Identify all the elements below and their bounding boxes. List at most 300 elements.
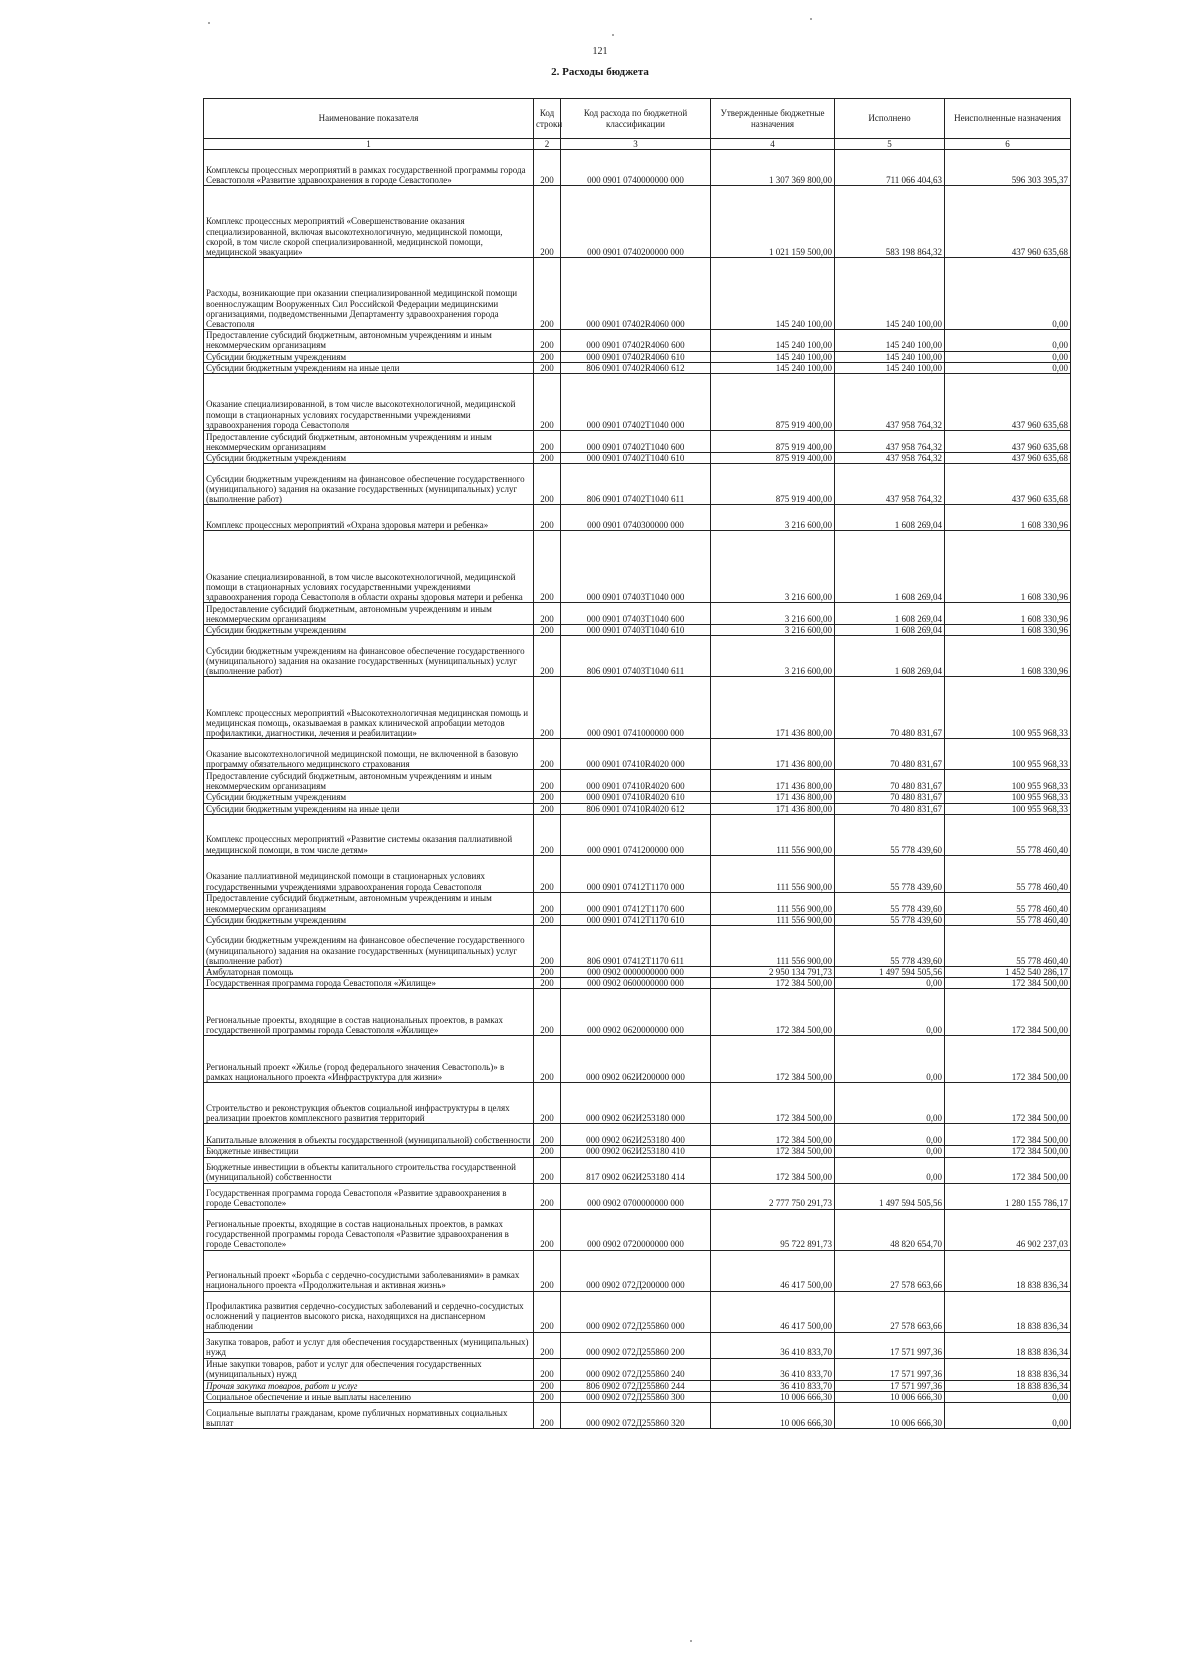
- row-code: 200: [534, 739, 561, 770]
- row-classification: 000 0902 062И253180 410: [561, 1146, 711, 1157]
- row-approved: 46 417 500,00: [711, 1250, 835, 1291]
- row-executed: 0,00: [835, 1036, 945, 1083]
- table-row: [204, 1358, 1071, 1380]
- row-code: 200: [534, 989, 561, 1036]
- row-unexecuted: 172 384 500,00: [945, 1157, 1071, 1183]
- row-classification: 000 0902 062И253180 000: [561, 1083, 711, 1124]
- row-name: Региональный проект «Борьба с сердечно-сосудистыми заболеваниями» в рамках национального проекта «Продолжительная и активная жизнь»: [204, 1250, 534, 1291]
- row-executed: 145 240 100,00: [835, 362, 945, 373]
- row-unexecuted: 172 384 500,00: [945, 1083, 1071, 1124]
- column-number-row: [204, 139, 1071, 150]
- row-code: 200: [534, 892, 561, 914]
- table-row: [204, 1157, 1071, 1183]
- row-approved: 111 556 900,00: [711, 914, 835, 925]
- table-row: [204, 1391, 1071, 1402]
- row-unexecuted: 100 955 968,33: [945, 739, 1071, 770]
- row-unexecuted: 18 838 836,34: [945, 1380, 1071, 1391]
- row-executed: 0,00: [835, 1157, 945, 1183]
- row-executed: 48 820 654,70: [835, 1209, 945, 1250]
- row-executed: 1 497 594 505,56: [835, 1183, 945, 1209]
- column-number: 4: [711, 139, 835, 150]
- row-classification: 000 0901 07402T1040 000: [561, 374, 711, 431]
- row-classification: 000 0902 072Д255860 200: [561, 1332, 711, 1358]
- row-executed: 10 006 666,30: [835, 1403, 945, 1429]
- row-classification: 000 0901 07412T1170 610: [561, 914, 711, 925]
- row-name: Субсидии бюджетным учреждениям: [204, 351, 534, 362]
- table-row: [204, 362, 1071, 373]
- row-approved: 3 216 600,00: [711, 625, 835, 636]
- row-code: 200: [534, 431, 561, 453]
- row-name: Социальные выплаты гражданам, кроме публичных нормативных социальных выплат: [204, 1403, 534, 1429]
- row-code: 200: [534, 1332, 561, 1358]
- row-classification: 806 0901 07410R4020 612: [561, 803, 711, 814]
- row-code: 200: [534, 603, 561, 625]
- row-unexecuted: 46 902 237,03: [945, 1209, 1071, 1250]
- row-name: Субсидии бюджетным учреждениям на иные цели: [204, 803, 534, 814]
- row-approved: 171 436 800,00: [711, 739, 835, 770]
- row-name: Предоставление субсидий бюджетным, автономным учреждениям и иным некоммерческим организациям: [204, 431, 534, 453]
- row-approved: 145 240 100,00: [711, 258, 835, 330]
- row-unexecuted: 1 452 540 286,17: [945, 967, 1071, 978]
- header-executed: Исполнено: [835, 99, 945, 139]
- row-classification: 000 0902 0600000000 000: [561, 978, 711, 989]
- row-code: 200: [534, 1157, 561, 1183]
- row-unexecuted: 55 778 460,40: [945, 892, 1071, 914]
- row-code: 200: [534, 1183, 561, 1209]
- row-classification: 806 0901 07403T1040 611: [561, 636, 711, 677]
- row-approved: 3 216 600,00: [711, 636, 835, 677]
- row-code: 200: [534, 1250, 561, 1291]
- row-name: Региональный проект «Жилье (город федерального значения Севастополь)» в рамках национального проекта «Инфраструктура для жизни»: [204, 1036, 534, 1083]
- table-row: [204, 1250, 1071, 1291]
- row-classification: 000 0901 07412T1170 000: [561, 855, 711, 892]
- row-name: Расходы, возникающие при оказании специализированной медицинской помощи военнослужащим Вооруженных Сил Российской Федерации медицинскими организациями, подведомственными Департаменту здравоохранения города Севастополя: [204, 258, 534, 330]
- table-row: [204, 770, 1071, 792]
- row-code: 200: [534, 330, 561, 351]
- table-row: [204, 1036, 1071, 1083]
- table-row: [204, 892, 1071, 914]
- table-row: [204, 186, 1071, 258]
- row-classification: 000 0901 0740000000 000: [561, 150, 711, 186]
- row-executed: 437 958 764,32: [835, 374, 945, 431]
- row-approved: 3 216 600,00: [711, 531, 835, 603]
- row-code: 200: [534, 967, 561, 978]
- row-name: Закупка товаров, работ и услуг для обеспечения государственных (муниципальных) нужд: [204, 1332, 534, 1358]
- row-executed: 145 240 100,00: [835, 330, 945, 351]
- row-unexecuted: 1 280 155 786,17: [945, 1183, 1071, 1209]
- row-code: 200: [534, 374, 561, 431]
- row-unexecuted: 18 838 836,34: [945, 1358, 1071, 1380]
- row-executed: 145 240 100,00: [835, 258, 945, 330]
- row-classification: 000 0901 07410R4020 600: [561, 770, 711, 792]
- row-classification: 000 0902 072Д255860 000: [561, 1291, 711, 1332]
- row-approved: 171 436 800,00: [711, 770, 835, 792]
- row-name: Иные закупки товаров, работ и услуг для обеспечения государственных (муниципальных) нужд: [204, 1358, 534, 1380]
- row-classification: 000 0902 0720000000 000: [561, 1209, 711, 1250]
- row-name: Субсидии бюджетным учреждениям на финансовое обеспечение государственного (муниципального) задания на оказание государственных (муниципальных) услуг (выполнение работ): [204, 464, 534, 505]
- row-approved: 172 384 500,00: [711, 1157, 835, 1183]
- table-row: [204, 967, 1071, 978]
- row-unexecuted: 172 384 500,00: [945, 989, 1071, 1036]
- table-row: [204, 431, 1071, 453]
- row-classification: 000 0901 0741200000 000: [561, 814, 711, 855]
- table-row: [204, 989, 1071, 1036]
- row-approved: 1 021 159 500,00: [711, 186, 835, 258]
- row-name: Профилактика развития сердечно-сосудистых заболеваний и сердечно-сосудистых осложнений у пациентов высокого риска, находящихся на диспансерном наблюдении: [204, 1291, 534, 1332]
- table-row: [204, 792, 1071, 803]
- table-row: [204, 1124, 1071, 1146]
- row-unexecuted: 100 955 968,33: [945, 677, 1071, 739]
- row-name: Капитальные вложения в объекты государственной (муниципальной) собственности: [204, 1124, 534, 1146]
- table-row: [204, 1146, 1071, 1157]
- row-executed: 55 778 439,60: [835, 926, 945, 967]
- row-classification: 000 0901 07410R4020 000: [561, 739, 711, 770]
- row-code: 200: [534, 814, 561, 855]
- row-code: 200: [534, 636, 561, 677]
- row-unexecuted: 0,00: [945, 351, 1071, 362]
- row-code: 200: [534, 362, 561, 373]
- row-executed: 0,00: [835, 978, 945, 989]
- table-row: [204, 677, 1071, 739]
- row-classification: 000 0902 0000000000 000: [561, 967, 711, 978]
- row-approved: 111 556 900,00: [711, 814, 835, 855]
- row-name: Предоставление субсидий бюджетным, автономным учреждениям и иным некоммерческим организациям: [204, 892, 534, 914]
- row-classification: 000 0901 07412T1170 600: [561, 892, 711, 914]
- row-name: Комплексы процессных мероприятий в рамках государственной программы города Севастополя «Развитие здравоохранения в городе Севастополе»: [204, 150, 534, 186]
- row-executed: 70 480 831,67: [835, 677, 945, 739]
- row-classification: 000 0901 07402R4060 600: [561, 330, 711, 351]
- row-unexecuted: 1 608 330,96: [945, 636, 1071, 677]
- row-code: 200: [534, 770, 561, 792]
- row-classification: 000 0901 07402T1040 610: [561, 453, 711, 464]
- row-classification: 000 0902 072Д255860 320: [561, 1403, 711, 1429]
- row-name: Предоставление субсидий бюджетным, автономным учреждениям и иным некоммерческим организациям: [204, 330, 534, 351]
- scan-speck: [208, 22, 210, 24]
- row-code: 200: [534, 1146, 561, 1157]
- table-row: [204, 636, 1071, 677]
- row-code: 200: [534, 1083, 561, 1124]
- row-name: Предоставление субсидий бюджетным, автономным учреждениям и иным некоммерческим организациям: [204, 770, 534, 792]
- row-executed: 17 571 997,36: [835, 1358, 945, 1380]
- row-approved: 10 006 666,30: [711, 1403, 835, 1429]
- table-body: [204, 150, 1071, 1429]
- row-unexecuted: 1 608 330,96: [945, 505, 1071, 531]
- row-approved: 875 919 400,00: [711, 431, 835, 453]
- row-approved: 36 410 833,70: [711, 1358, 835, 1380]
- row-unexecuted: 0,00: [945, 362, 1071, 373]
- row-name: Субсидии бюджетным учреждениям: [204, 625, 534, 636]
- budget-expenses-table: [203, 98, 1071, 1429]
- column-number: 3: [561, 139, 711, 150]
- row-approved: 875 919 400,00: [711, 453, 835, 464]
- row-name: Строительство и реконструкция объектов социальной инфраструктуры в целях реализации проектов комплексного развития территорий: [204, 1083, 534, 1124]
- row-unexecuted: 100 955 968,33: [945, 792, 1071, 803]
- page-number: 121: [592, 46, 608, 57]
- header-code: Код строки: [534, 99, 561, 139]
- row-approved: 172 384 500,00: [711, 989, 835, 1036]
- row-executed: 55 778 439,60: [835, 892, 945, 914]
- header-unexecuted: Неисполненные назначения: [945, 99, 1071, 139]
- row-classification: 000 0901 07403T1040 000: [561, 531, 711, 603]
- row-name: Предоставление субсидий бюджетным, автономным учреждениям и иным некоммерческим организациям: [204, 603, 534, 625]
- row-name: Субсидии бюджетным учреждениям на финансовое обеспечение государственного (муниципального) задания на оказание государственных (муниципальных) услуг (выполнение работ): [204, 926, 534, 967]
- table-row: [204, 1083, 1071, 1124]
- row-name: Субсидии бюджетным учреждениям: [204, 914, 534, 925]
- table-header-row: [204, 99, 1071, 139]
- row-name: Бюджетные инвестиции в объекты капитального строительства государственной (муниципальной) собственности: [204, 1157, 534, 1183]
- row-classification: 000 0901 07403T1040 610: [561, 625, 711, 636]
- row-name: Бюджетные инвестиции: [204, 1146, 534, 1157]
- row-code: 200: [534, 453, 561, 464]
- header-approved: Утвержденные бюджетные назначения: [711, 99, 835, 139]
- row-classification: 806 0901 07402T1040 611: [561, 464, 711, 505]
- row-unexecuted: 1 608 330,96: [945, 531, 1071, 603]
- row-code: 200: [534, 1036, 561, 1083]
- column-number: 1: [204, 139, 534, 150]
- row-approved: 171 436 800,00: [711, 792, 835, 803]
- row-unexecuted: 437 960 635,68: [945, 186, 1071, 258]
- row-executed: 17 571 997,36: [835, 1380, 945, 1391]
- row-approved: 171 436 800,00: [711, 803, 835, 814]
- row-classification: 000 0902 0620000000 000: [561, 989, 711, 1036]
- table-row: [204, 625, 1071, 636]
- row-name: Региональные проекты, входящие в состав национальных проектов, в рамках государственной программы города Севастополя «Развитие здравоохранения в городе Севастополе»: [204, 1209, 534, 1250]
- row-approved: 145 240 100,00: [711, 351, 835, 362]
- row-unexecuted: 437 960 635,68: [945, 374, 1071, 431]
- table-row: [204, 603, 1071, 625]
- scan-speck: [690, 1640, 692, 1642]
- row-approved: 46 417 500,00: [711, 1291, 835, 1332]
- row-name: Прочая закупка товаров, работ и услуг: [204, 1380, 534, 1391]
- row-code: 200: [534, 926, 561, 967]
- row-executed: 70 480 831,67: [835, 770, 945, 792]
- row-executed: 55 778 439,60: [835, 855, 945, 892]
- row-code: 200: [534, 1403, 561, 1429]
- row-code: 200: [534, 1209, 561, 1250]
- row-approved: 172 384 500,00: [711, 1146, 835, 1157]
- row-unexecuted: 100 955 968,33: [945, 770, 1071, 792]
- row-executed: 437 958 764,32: [835, 431, 945, 453]
- table-row: [204, 1403, 1071, 1429]
- row-approved: 1 307 369 800,00: [711, 150, 835, 186]
- row-code: 200: [534, 464, 561, 505]
- table-row: [204, 150, 1071, 186]
- row-classification: 000 0901 0741000000 000: [561, 677, 711, 739]
- row-name: Субсидии бюджетным учреждениям на финансовое обеспечение государственного (муниципального) задания на оказание государственных (муниципальных) услуг (выполнение работ): [204, 636, 534, 677]
- row-unexecuted: 0,00: [945, 258, 1071, 330]
- row-code: 200: [534, 677, 561, 739]
- row-name: Комплекс процессных мероприятий «Высокотехнологичная медицинская помощь и медицинская помощь, оказываемая в рамках клинической апробации методов профилактики, диагностики, лечения и реабилитации»: [204, 677, 534, 739]
- row-executed: 1 608 269,04: [835, 531, 945, 603]
- row-executed: 0,00: [835, 1124, 945, 1146]
- row-executed: 711 066 404,63: [835, 150, 945, 186]
- row-executed: 27 578 663,66: [835, 1250, 945, 1291]
- row-code: 200: [534, 978, 561, 989]
- row-unexecuted: 55 778 460,40: [945, 855, 1071, 892]
- row-executed: 70 480 831,67: [835, 739, 945, 770]
- row-code: 200: [534, 351, 561, 362]
- row-approved: 172 384 500,00: [711, 978, 835, 989]
- row-executed: 70 480 831,67: [835, 803, 945, 814]
- row-approved: 875 919 400,00: [711, 374, 835, 431]
- row-unexecuted: 18 838 836,34: [945, 1250, 1071, 1291]
- row-approved: 172 384 500,00: [711, 1124, 835, 1146]
- row-classification: 806 0901 07402R4060 612: [561, 362, 711, 373]
- row-code: 200: [534, 186, 561, 258]
- row-name: Оказание специализированной, в том числе высокотехнологичной, медицинской помощи в стационарных условиях государственными учреждениями здравоохранения города Севастополя в области охраны здоровья матери и ребенка: [204, 531, 534, 603]
- row-code: 200: [534, 792, 561, 803]
- row-approved: 172 384 500,00: [711, 1036, 835, 1083]
- row-unexecuted: 437 960 635,68: [945, 453, 1071, 464]
- row-name: Региональные проекты, входящие в состав национальных проектов, в рамках государственной программы города Севастополя «Жилище»: [204, 989, 534, 1036]
- row-executed: 70 480 831,67: [835, 792, 945, 803]
- row-classification: 000 0901 0740200000 000: [561, 186, 711, 258]
- row-classification: 000 0901 0740300000 000: [561, 505, 711, 531]
- table-row: [204, 914, 1071, 925]
- row-executed: 0,00: [835, 1146, 945, 1157]
- column-number: 5: [835, 139, 945, 150]
- row-executed: 55 778 439,60: [835, 814, 945, 855]
- row-executed: 1 608 269,04: [835, 625, 945, 636]
- row-classification: 000 0901 07402T1040 600: [561, 431, 711, 453]
- row-code: 200: [534, 1291, 561, 1332]
- row-classification: 000 0901 07410R4020 610: [561, 792, 711, 803]
- row-approved: 3 216 600,00: [711, 603, 835, 625]
- row-executed: 1 608 269,04: [835, 505, 945, 531]
- row-executed: 0,00: [835, 989, 945, 1036]
- row-executed: 55 778 439,60: [835, 914, 945, 925]
- row-classification: 000 0902 072Д255860 300: [561, 1391, 711, 1402]
- table-row: [204, 978, 1071, 989]
- table-row: [204, 1183, 1071, 1209]
- row-approved: 875 919 400,00: [711, 464, 835, 505]
- document-title: 2. Расходы бюджета: [551, 66, 649, 78]
- row-executed: 437 958 764,32: [835, 453, 945, 464]
- row-unexecuted: 0,00: [945, 1391, 1071, 1402]
- row-approved: 172 384 500,00: [711, 1083, 835, 1124]
- row-executed: 1 608 269,04: [835, 603, 945, 625]
- row-name: Оказание высокотехнологичной медицинской помощи, не включенной в базовую программу обязательного медицинского страхования: [204, 739, 534, 770]
- row-unexecuted: 172 384 500,00: [945, 1036, 1071, 1083]
- row-unexecuted: 100 955 968,33: [945, 803, 1071, 814]
- row-executed: 27 578 663,66: [835, 1291, 945, 1332]
- row-name: Оказание паллиативной медицинской помощи в стационарных условиях государственными учреждениями здравоохранения города Севастополя: [204, 855, 534, 892]
- row-code: 200: [534, 150, 561, 186]
- row-name: Комплекс процессных мероприятий «Развитие системы оказания паллиативной медицинской помощи, в том числе детям»: [204, 814, 534, 855]
- row-unexecuted: 172 384 500,00: [945, 1146, 1071, 1157]
- row-code: 200: [534, 803, 561, 814]
- row-unexecuted: 18 838 836,34: [945, 1291, 1071, 1332]
- row-name: Амбулаторная помощь: [204, 967, 534, 978]
- row-unexecuted: 437 960 635,68: [945, 431, 1071, 453]
- row-classification: 000 0901 07402R4060 610: [561, 351, 711, 362]
- table-row: [204, 531, 1071, 603]
- table-row: [204, 803, 1071, 814]
- row-code: 200: [534, 258, 561, 330]
- header-classification: Код расхода по бюджетной классификации: [561, 99, 711, 139]
- row-approved: 111 556 900,00: [711, 926, 835, 967]
- scan-speck: [612, 34, 614, 36]
- row-approved: 10 006 666,30: [711, 1391, 835, 1402]
- row-name: Государственная программа города Севастополя «Развитие здравоохранения в городе Севастополе»: [204, 1183, 534, 1209]
- row-unexecuted: 1 608 330,96: [945, 603, 1071, 625]
- row-name: Социальное обеспечение и иные выплаты населению: [204, 1391, 534, 1402]
- row-executed: 437 958 764,32: [835, 464, 945, 505]
- row-approved: 145 240 100,00: [711, 330, 835, 351]
- row-executed: 0,00: [835, 1083, 945, 1124]
- row-approved: 2 950 134 791,73: [711, 967, 835, 978]
- row-approved: 111 556 900,00: [711, 892, 835, 914]
- row-unexecuted: 55 778 460,40: [945, 814, 1071, 855]
- row-unexecuted: 172 384 500,00: [945, 978, 1071, 989]
- table-row: [204, 1380, 1071, 1391]
- table-row: [204, 505, 1071, 531]
- row-classification: 817 0902 062И253180 414: [561, 1157, 711, 1183]
- row-unexecuted: 18 838 836,34: [945, 1332, 1071, 1358]
- row-classification: 000 0902 062И253180 400: [561, 1124, 711, 1146]
- row-approved: 36 410 833,70: [711, 1332, 835, 1358]
- row-name: Субсидии бюджетным учреждениям: [204, 453, 534, 464]
- row-approved: 111 556 900,00: [711, 855, 835, 892]
- row-unexecuted: 596 303 395,37: [945, 150, 1071, 186]
- table-row: [204, 855, 1071, 892]
- row-code: 200: [534, 505, 561, 531]
- row-classification: 000 0901 07402R4060 000: [561, 258, 711, 330]
- row-executed: 583 198 864,32: [835, 186, 945, 258]
- row-classification: 000 0902 072Д200000 000: [561, 1250, 711, 1291]
- row-name: Субсидии бюджетным учреждениям на иные цели: [204, 362, 534, 373]
- row-code: 200: [534, 625, 561, 636]
- row-executed: 1 608 269,04: [835, 636, 945, 677]
- row-classification: 806 0902 072Д255860 244: [561, 1380, 711, 1391]
- row-executed: 145 240 100,00: [835, 351, 945, 362]
- row-code: 200: [534, 1124, 561, 1146]
- header-name: Наименование показателя: [204, 99, 534, 139]
- row-code: 200: [534, 531, 561, 603]
- row-executed: 10 006 666,30: [835, 1391, 945, 1402]
- row-classification: 000 0902 0700000000 000: [561, 1183, 711, 1209]
- table-row: [204, 330, 1071, 351]
- row-unexecuted: 1 608 330,96: [945, 625, 1071, 636]
- table-row: [204, 374, 1071, 431]
- row-code: 200: [534, 914, 561, 925]
- table-row: [204, 1332, 1071, 1358]
- row-unexecuted: 0,00: [945, 1403, 1071, 1429]
- row-name: Комплекс процессных мероприятий «Охрана здоровья матери и ребенка»: [204, 505, 534, 531]
- row-code: 200: [534, 855, 561, 892]
- row-executed: 17 571 997,36: [835, 1332, 945, 1358]
- row-approved: 2 777 750 291,73: [711, 1183, 835, 1209]
- table-row: [204, 814, 1071, 855]
- row-unexecuted: 437 960 635,68: [945, 464, 1071, 505]
- row-code: 200: [534, 1358, 561, 1380]
- row-approved: 36 410 833,70: [711, 1380, 835, 1391]
- row-unexecuted: 55 778 460,40: [945, 926, 1071, 967]
- row-unexecuted: 55 778 460,40: [945, 914, 1071, 925]
- row-code: 200: [534, 1380, 561, 1391]
- table-row: [204, 926, 1071, 967]
- column-number: 6: [945, 139, 1071, 150]
- row-name: Оказание специализированной, в том числе высокотехнологичной, медицинской помощи в стационарных условиях государственными учреждениями здравоохранения города Севастополя: [204, 374, 534, 431]
- column-number: 2: [534, 139, 561, 150]
- row-classification: 806 0901 07412T1170 611: [561, 926, 711, 967]
- row-name: Государственная программа города Севастополя «Жилище»: [204, 978, 534, 989]
- row-approved: 95 722 891,73: [711, 1209, 835, 1250]
- row-code: 200: [534, 1391, 561, 1402]
- table-row: [204, 453, 1071, 464]
- scan-speck: [810, 18, 812, 20]
- row-approved: 171 436 800,00: [711, 677, 835, 739]
